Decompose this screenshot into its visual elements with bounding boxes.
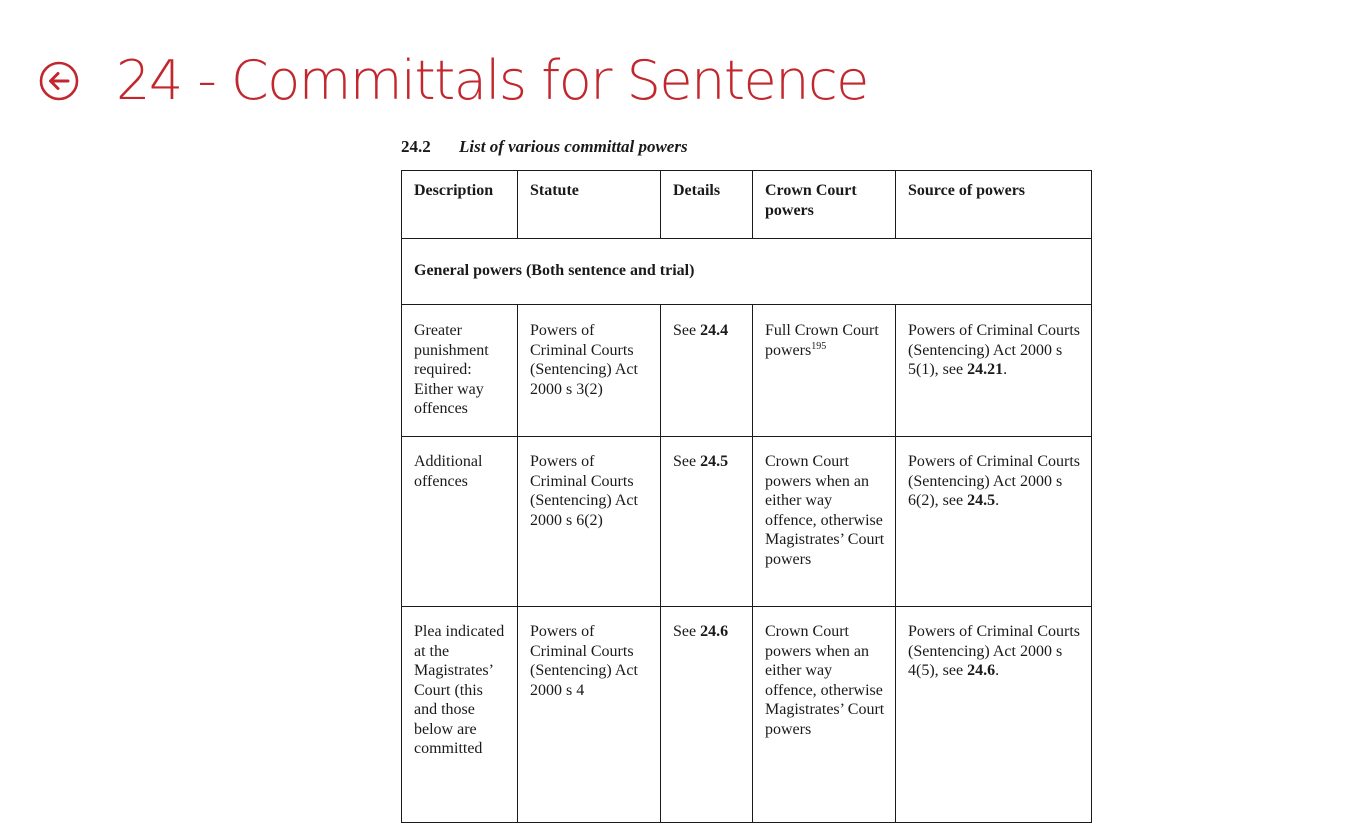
cell-crown-court-powers: Crown Court powers when an either way offence, otherwise Magistrates’ Court powers xyxy=(753,607,896,823)
column-header-source-of-powers: Source of powers xyxy=(896,171,1092,239)
cell-statute: Powers of Criminal Courts (Sentencing) Act 2000 s 3(2) xyxy=(518,305,661,437)
cell-details xyxy=(661,305,753,437)
details-reference: 24.6 xyxy=(700,623,729,640)
source-suffix: . xyxy=(995,492,1000,509)
table-row xyxy=(402,607,1092,823)
source-suffix: . xyxy=(1003,361,1008,378)
source-reference: 24.5 xyxy=(967,492,996,509)
back-arrow-circle-icon[interactable] xyxy=(38,60,80,102)
details-prefix: See xyxy=(673,623,701,640)
source-text: Powers of Criminal Courts (Sentencing) Act 2000 s 4(5), see xyxy=(908,623,1080,679)
cell-statute: Powers of Criminal Courts (Sentencing) Act 2000 s 6(2) xyxy=(518,437,661,607)
table-row xyxy=(402,437,1092,607)
cell-crown-court-powers: Crown Court powers when an either way offence, otherwise Magistrates’ Court powers xyxy=(753,437,896,607)
section-number: 24.2 xyxy=(401,137,431,156)
details-reference: 24.5 xyxy=(700,453,729,470)
source-reference: 24.6 xyxy=(967,662,996,679)
table-row xyxy=(402,305,1092,437)
section-title: List of various committal powers xyxy=(459,137,688,156)
cell-crown-court-powers xyxy=(753,305,896,437)
cell-source-of-powers xyxy=(896,305,1092,437)
cell-description: Plea indicated at the Magistrates’ Court (this and those below are committed xyxy=(402,607,518,823)
app-header xyxy=(0,0,1366,120)
crown-court-text: Full Crown Court powers xyxy=(765,322,879,359)
details-prefix: See xyxy=(673,453,701,470)
cell-details xyxy=(661,607,753,823)
page-title: 24 - Committals for Sentence xyxy=(116,49,868,112)
source-text: Powers of Criminal Courts (Sentencing) Act 2000 s 6(2), see xyxy=(908,453,1080,509)
column-header-details: Details xyxy=(661,171,753,239)
section-heading xyxy=(401,137,688,157)
document-viewer[interactable] xyxy=(0,124,1366,757)
section-row-label: General powers (Both sentence and trial) xyxy=(402,239,1092,305)
cell-description: Greater punishment required: Either way offences xyxy=(402,305,518,437)
cell-details xyxy=(661,437,753,607)
source-suffix: . xyxy=(995,662,1000,679)
cell-description: Additional offences xyxy=(402,437,518,607)
details-prefix: See xyxy=(673,322,701,339)
committal-powers-table xyxy=(401,170,1092,823)
details-reference: 24.4 xyxy=(700,322,729,339)
column-header-crown-court-powers: Crown Court powers xyxy=(753,171,896,239)
cell-statute: Powers of Criminal Courts (Sentencing) Act 2000 s 4 xyxy=(518,607,661,823)
cell-source-of-powers xyxy=(896,607,1092,823)
cell-source-of-powers xyxy=(896,437,1092,607)
footnote-marker: 195 xyxy=(811,340,827,352)
source-text: Powers of Criminal Courts (Sentencing) Act 2000 s 5(1), see xyxy=(908,322,1080,378)
source-reference: 24.21 xyxy=(967,361,1004,378)
table-header-row xyxy=(402,171,1092,239)
column-header-description: Description xyxy=(402,171,518,239)
column-header-statute: Statute xyxy=(518,171,661,239)
table-section-row xyxy=(402,239,1092,305)
